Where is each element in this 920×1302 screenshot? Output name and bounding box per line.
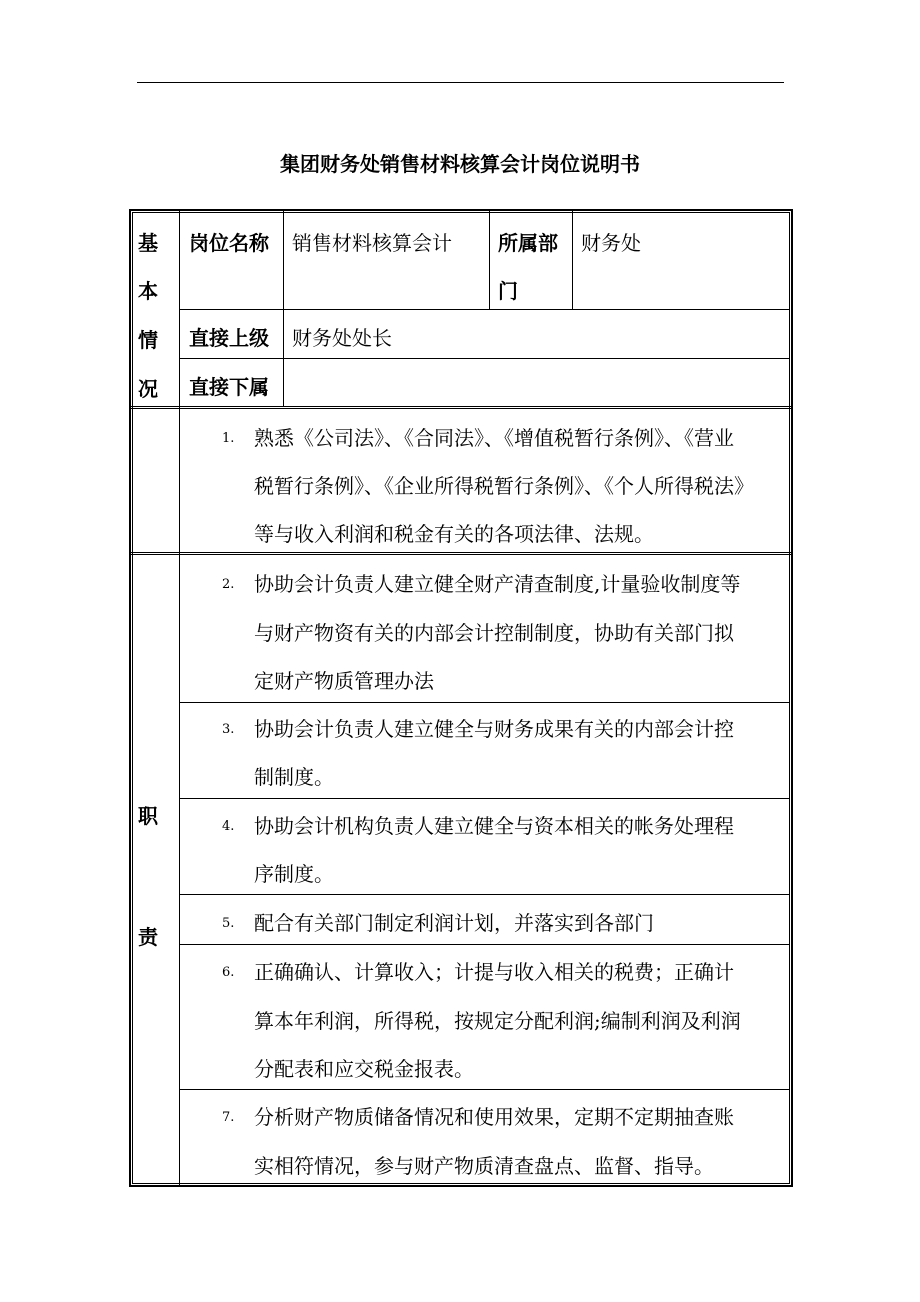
duty-number: 3. [222, 722, 235, 737]
direct-superior-value: 财务处处长 [292, 326, 392, 350]
duty-line: 序制度。 [254, 862, 334, 886]
duty-number: 4. [222, 819, 235, 834]
basic-section-char-4: 况 [138, 377, 158, 401]
section-divider-duty-1 [131, 552, 791, 555]
duty-line: 算本年利润，所得税，按规定分配利润;编制利润及利润 [254, 1009, 741, 1033]
row-divider-duty-2 [180, 702, 790, 703]
duty-line: 等与收入利润和税金有关的各项法律、法规。 [254, 522, 654, 546]
department-label-line1: 所属部 [498, 231, 558, 255]
basic-section-char-1: 基 [138, 231, 158, 255]
duty-line: 制制度。 [254, 765, 334, 789]
duty-number: 2. [222, 577, 235, 592]
duty-line: 与财产物资有关的内部会计控制制度，协助有关部门拟 [254, 621, 734, 645]
duty-line: 定财产物质管理办法 [254, 669, 434, 693]
document-title: 集团财务处销售材料核算会计岗位说明书 [280, 152, 640, 176]
duty-section-char-2: 责 [138, 925, 158, 949]
duty-line: 实相符情况，参与财产物质清查盘点、监督、指导。 [254, 1154, 714, 1178]
duty-line: 熟悉《公司法》、《合同法》、《增值税暂行条例》、《营业 [254, 426, 734, 450]
col-divider-basic-3 [572, 211, 573, 309]
row-divider-duty-4 [180, 894, 790, 895]
duty-line: 正确确认、计算收入；计提与收入相关的税费；正确计 [254, 960, 734, 984]
section-divider-basic [131, 406, 791, 409]
duty-line: 分析财产物质储备情况和使用效果，定期不定期抽查账 [254, 1105, 734, 1129]
duty-number: 6. [222, 965, 235, 980]
duty-line: 配合有关部门制定利润计划，并落实到各部门 [254, 911, 654, 935]
duty-line: 协助会计负责人建立健全与财务成果有关的内部会计控 [254, 717, 734, 741]
row-divider-1 [180, 309, 790, 310]
direct-superior-label: 直接上级 [189, 326, 269, 350]
row-divider-2 [180, 358, 790, 359]
duty-number: 5. [222, 916, 235, 931]
basic-section-char-3: 情 [138, 328, 158, 352]
col-divider-basic-2 [489, 211, 490, 309]
duty-number: 7. [222, 1110, 235, 1125]
duty-line: 税暂行条例》、《企业所得税暂行条例》、《个人所得税法》 [254, 474, 754, 498]
direct-subordinate-label: 直接下属 [189, 375, 269, 399]
position-name-label: 岗位名称 [189, 231, 269, 255]
duty-number: 1. [222, 431, 235, 446]
row-divider-duty-6 [180, 1089, 790, 1090]
header-rule [137, 82, 784, 83]
basic-section-char-2: 本 [138, 279, 158, 303]
duty-line: 协助会计机构负责人建立健全与资本相关的帐务处理程 [254, 814, 734, 838]
department-value: 财务处 [581, 231, 641, 255]
duty-line: 分配表和应交税金报表。 [254, 1057, 474, 1081]
job-description-table [129, 209, 793, 1187]
row-divider-duty-5 [180, 944, 790, 945]
duty-section-char-1: 职 [138, 804, 158, 828]
duty-line: 协助会计负责人建立健全财产清查制度,计量验收制度等 [254, 572, 741, 596]
row-divider-duty-3 [180, 798, 790, 799]
department-label-line2: 门 [498, 279, 518, 303]
position-name-value: 销售材料核算会计 [292, 231, 452, 255]
